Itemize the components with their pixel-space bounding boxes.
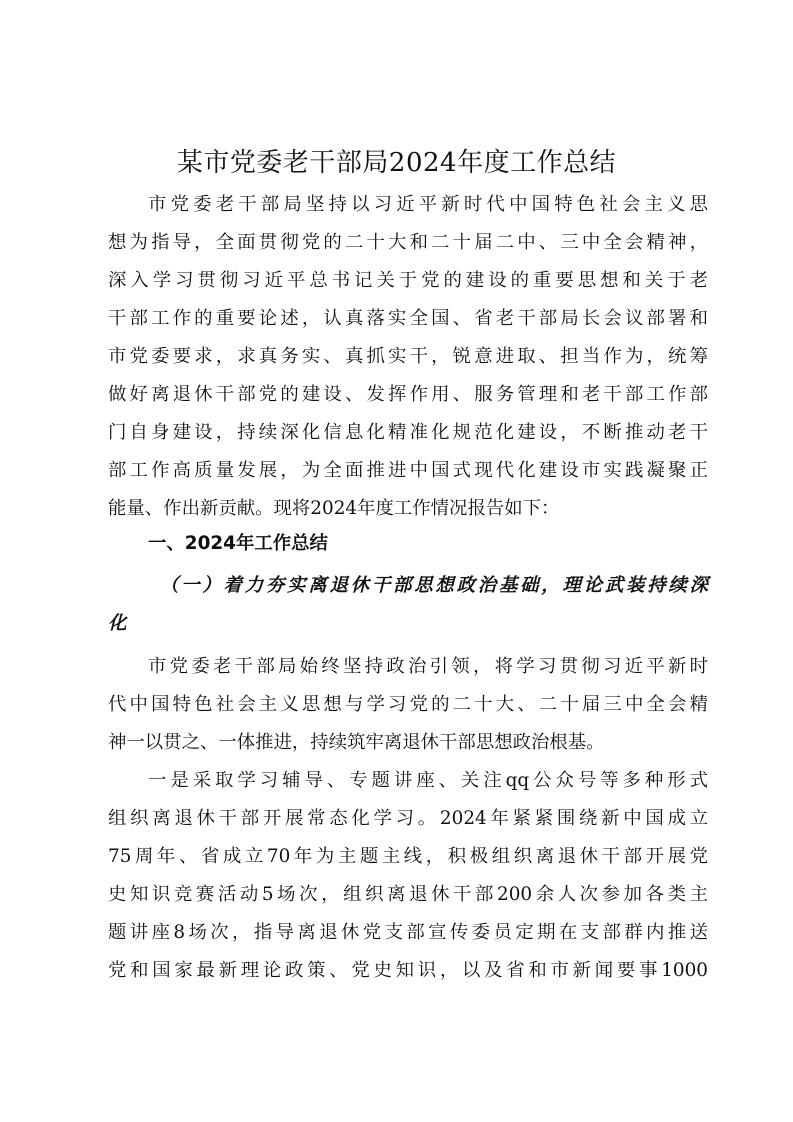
intro-line-2: 想为指导，全面贯彻党的二十大和二十届二中、三中全会精神， — [108, 232, 708, 253]
subsection-heading-line-2: 化 — [108, 613, 127, 634]
para3-line-5: 题讲座8场次，指导离退休党支部宣传委员定期在支部群内推送 — [108, 922, 708, 943]
intro-line-5: 市党委要求，求真务实、真抓实干，锐意进取、担当作为，统筹 — [108, 346, 708, 367]
para3-line-3: 75周年、省成立70年为主题主线，积极组织离退休干部开展党 — [108, 846, 708, 867]
intro-line-9: 能量、作出新贡献。现将2024年度工作情况报告如下： — [108, 498, 560, 519]
document-title: 某市党委老干部局2024年度工作总结 — [176, 148, 617, 178]
intro-line-1: 市党委老干部局坚持以习近平新时代中国特色社会主义思 — [148, 194, 708, 215]
subsection-heading-line-1: （一）着力夯实离退休干部思想政治基础，理论武装持续深 — [160, 575, 708, 596]
section-heading: 一、2024年工作总结 — [148, 533, 328, 554]
para3-line-2: 组织离退休干部开展常态化学习。2024年紧紧围绕新中国成立 — [108, 808, 708, 829]
para2-line-2: 代中国特色社会主义思想与学习党的二十大、二十届三中全会精 — [108, 694, 708, 715]
intro-line-7: 门自身建设，持续深化信息化精准化规范化建设，不断推动老干 — [108, 422, 708, 443]
intro-line-3: 深入学习贯彻习近平总书记关于党的建设的重要思想和关于老 — [108, 270, 708, 291]
intro-line-6: 做好离退休干部党的建设、发挥作用、服务管理和老干部工作部 — [108, 384, 708, 405]
para3-line-4: 史知识竞赛活动5场次，组织离退休干部200余人次参加各类主 — [108, 884, 708, 905]
intro-line-4: 干部工作的重要论述，认真落实全国、省老干部局长会议部署和 — [108, 308, 708, 329]
intro-line-8: 部工作高质量发展，为全面推进中国式现代化建设市实践凝聚正 — [108, 460, 708, 481]
para3-line-1: 一是采取学习辅导、专题讲座、关注qq公众号等多种形式 — [148, 770, 708, 791]
para3-line-6: 党和国家最新理论政策、党史知识，以及省和市新闻要事1000 — [108, 960, 708, 981]
para2-line-1: 市党委老干部局始终坚持政治引领，将学习贯彻习近平新时 — [148, 656, 708, 677]
para2-line-3: 神一以贯之、一体推进，持续筑牢离退休干部思想政治根基。 — [108, 732, 605, 753]
